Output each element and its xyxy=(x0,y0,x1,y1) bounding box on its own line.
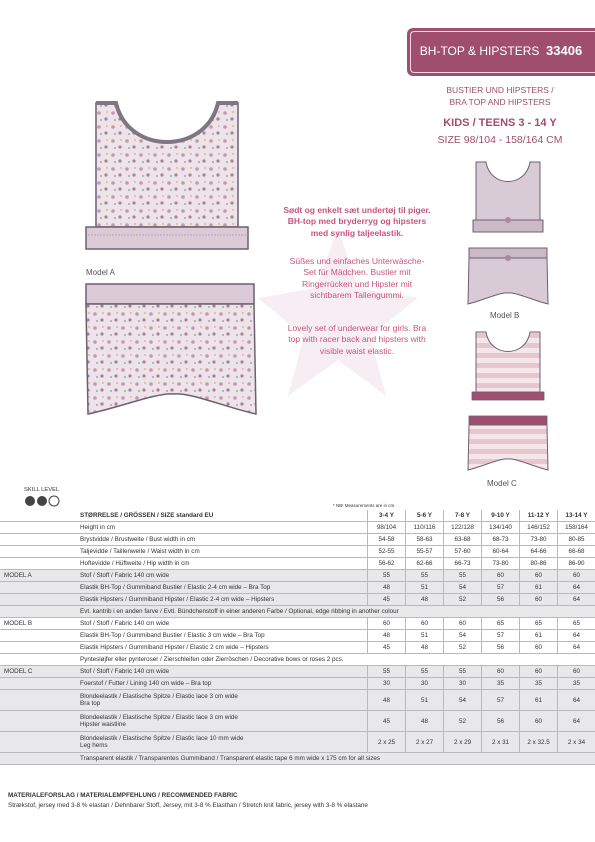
intro-de-line: Ringerrücken und Hipster mit xyxy=(301,278,413,289)
table-cell: 48 xyxy=(368,582,406,594)
row-label xyxy=(76,666,368,678)
table-cell: 52 xyxy=(444,711,482,732)
table-cell: 60 xyxy=(444,618,482,630)
model-b-label: Model B xyxy=(490,311,520,320)
table-cell: 2 x 29 xyxy=(444,732,482,753)
table-cell: 35 xyxy=(558,678,595,690)
table-cell: 64 xyxy=(558,582,595,594)
header-badge xyxy=(407,28,595,76)
row-label xyxy=(76,630,368,642)
table-cell: 64 xyxy=(558,630,595,642)
table-row xyxy=(0,570,595,582)
table-cell: 62-66 xyxy=(406,558,444,570)
measurement-note: * NB! Measurements are in cm. xyxy=(333,503,396,508)
table-cell: 56 xyxy=(482,594,520,606)
section-label: MODEL A xyxy=(0,570,76,582)
table-row xyxy=(0,654,595,666)
table-cell: 61 xyxy=(520,630,558,642)
table-cell: 60 xyxy=(482,666,520,678)
table-cell: 2 x 34 xyxy=(558,732,595,753)
row-label xyxy=(76,594,368,606)
section-label xyxy=(0,642,76,654)
subtitle-line2: BRA TOP AND HIPSTERS xyxy=(449,97,551,107)
table-cell: 51 xyxy=(406,630,444,642)
table-cell: 52-55 xyxy=(368,546,406,558)
row-label-text: Hoftevidde / Hüftweite / Hip width in cm xyxy=(80,560,190,567)
table-cell: 110/116 xyxy=(406,522,444,534)
row-label xyxy=(76,534,368,546)
table-cell: 57 xyxy=(482,582,520,594)
row-label-text: Evt. kantrib i en anden farve / Evtl. Bündchenstoff in einer anderen Farbe / Optional, edge ribbing in another colour xyxy=(80,608,399,615)
table-cell: 55 xyxy=(406,570,444,582)
model-c-label: Model C xyxy=(487,479,517,488)
table-cell: 80-86 xyxy=(520,558,558,570)
intro-da-line: med synlig taljeelastik. xyxy=(310,227,404,238)
table-cell: 54 xyxy=(444,630,482,642)
fabric-title: MATERIALEFORSLAG / MATERIALEMPFEHLUNG / RECOMMENDED FABRIC xyxy=(8,792,238,799)
table-cell: 146/152 xyxy=(520,522,558,534)
table-row xyxy=(0,690,595,711)
skill-level-label: SKILL LEVEL xyxy=(24,487,60,493)
model-c-bra-top-illustration xyxy=(468,328,548,406)
table-cell: 56 xyxy=(482,711,520,732)
table-cell: 57 xyxy=(482,630,520,642)
table-cell: 55 xyxy=(406,666,444,678)
table-cell: 52 xyxy=(444,642,482,654)
table-cell: 55-57 xyxy=(406,546,444,558)
intro-da-line: BH-top med bryderryg og hipsters xyxy=(287,216,427,227)
table-cell: 45 xyxy=(368,594,406,606)
table-cell: 60 xyxy=(558,666,595,678)
table-cell: 54 xyxy=(444,582,482,594)
pattern-title xyxy=(407,43,595,58)
table-header-row xyxy=(0,510,595,522)
row-label-text: Taljevidde / Taillenweite / Waist width in cm xyxy=(80,548,200,555)
model-a-bra-top-illustration xyxy=(82,95,252,267)
table-row xyxy=(0,666,595,678)
table-cell: 64 xyxy=(558,594,595,606)
table-cell: 54-58 xyxy=(368,534,406,546)
table-row xyxy=(0,522,595,534)
table-cell: 64-66 xyxy=(520,546,558,558)
size-label: STØRRELSE / GRÖSSEN / SIZE standard EU xyxy=(76,510,368,522)
intro-english xyxy=(264,323,450,357)
section-label xyxy=(0,630,76,642)
table-cell: 64 xyxy=(558,690,595,711)
model-b-bra-top-illustration xyxy=(470,158,546,238)
measurement-table xyxy=(0,510,595,765)
table-cell: 51 xyxy=(406,690,444,711)
row-label xyxy=(76,678,368,690)
table-cell: 55 xyxy=(368,570,406,582)
section-label xyxy=(0,711,76,732)
intro-de-line: Süßes und einfaches Unterwäsche- xyxy=(289,256,425,266)
row-label-sub: Leg hems xyxy=(80,742,108,749)
table-cell: 45 xyxy=(368,711,406,732)
table-cell: 54 xyxy=(444,690,482,711)
table-row xyxy=(0,594,595,606)
row-label-sub: Bra top xyxy=(80,700,101,707)
table-cell: 134/140 xyxy=(482,522,520,534)
model-b-hipsters-illustration xyxy=(466,246,550,310)
intro-en-line: top with racer back and hipsters with xyxy=(288,334,426,345)
skill-dot-icon xyxy=(37,496,47,506)
section-label: MODEL B xyxy=(0,618,76,630)
model-a-hipsters-illustration xyxy=(78,282,264,422)
table-cell: 48 xyxy=(406,594,444,606)
row-label xyxy=(76,558,368,570)
row-label xyxy=(76,711,368,732)
title-text: BH-TOP & HIPSTERS xyxy=(419,44,540,58)
table-cell: 35 xyxy=(520,678,558,690)
skill-dot-icon xyxy=(49,496,59,506)
section-label xyxy=(0,522,76,534)
table-cell: 48 xyxy=(368,690,406,711)
table-row xyxy=(0,534,595,546)
table-cell: 55 xyxy=(444,570,482,582)
table-cell: 122/128 xyxy=(444,522,482,534)
table-cell: 2 x 25 xyxy=(368,732,406,753)
table-cell: 35 xyxy=(482,678,520,690)
table-cell: 60 xyxy=(558,570,595,582)
section-label xyxy=(0,546,76,558)
table-cell: 60 xyxy=(520,711,558,732)
row-label xyxy=(76,582,368,594)
table-cell: 48 xyxy=(406,711,444,732)
row-label-text: Stof / Stoff / Fabric 140 cm wide xyxy=(80,668,170,675)
table-row xyxy=(0,630,595,642)
table-cell: 56 xyxy=(482,642,520,654)
table-cell: 45 xyxy=(368,642,406,654)
pattern-number: 33406 xyxy=(546,43,583,58)
size-col: 9-10 Y xyxy=(482,510,520,522)
table-cell: 51 xyxy=(406,582,444,594)
star-decoration xyxy=(258,228,418,398)
table-cell: 86-90 xyxy=(558,558,595,570)
table-cell: 30 xyxy=(444,678,482,690)
intro-german xyxy=(268,256,446,301)
table-row xyxy=(0,582,595,594)
table-cell: 64 xyxy=(558,642,595,654)
table-cell: 2 x 27 xyxy=(406,732,444,753)
section-label xyxy=(0,690,76,711)
table-cell: 61 xyxy=(520,690,558,711)
table-cell: 65 xyxy=(482,618,520,630)
table-cell: 60 xyxy=(482,570,520,582)
row-label xyxy=(76,570,368,582)
row-label-text: Brystvidde / Brustweite / Bust width in cm xyxy=(80,536,196,543)
table-cell: 30 xyxy=(406,678,444,690)
row-label-text: Stof / Stoff / Fabric 140 cm wide xyxy=(80,620,170,627)
section-label xyxy=(0,534,76,546)
intro-en-line: Lovely set of underwear for girls. Bra xyxy=(287,323,427,333)
table-cell: 73-80 xyxy=(520,534,558,546)
table-row xyxy=(0,546,595,558)
row-label xyxy=(76,654,595,666)
size-col: 13-14 Y xyxy=(558,510,595,522)
section-label xyxy=(0,594,76,606)
table-cell: 65 xyxy=(520,618,558,630)
row-label-text: Elastik Hipsters / Gummiband Hipster / Elastic 2 cm wide – Hipsters xyxy=(80,644,269,651)
table-cell: 60-64 xyxy=(482,546,520,558)
table-cell: 55 xyxy=(368,666,406,678)
table-cell: 66-68 xyxy=(558,546,595,558)
table-row xyxy=(0,753,595,765)
table-row xyxy=(0,558,595,570)
table-cell: 73-80 xyxy=(482,558,520,570)
table-cell: 60 xyxy=(520,642,558,654)
table-cell: 66-73 xyxy=(444,558,482,570)
table-cell: 60 xyxy=(520,666,558,678)
intro-en-line: visible waist elastic. xyxy=(319,345,395,356)
section-label: MODEL C xyxy=(0,666,76,678)
row-label xyxy=(76,732,368,753)
row-label-text: Blondeelastik / Elastische Spitze / Elastic lace 3 cm wide xyxy=(80,714,238,721)
row-label-text: Height in cm xyxy=(80,524,115,531)
table-cell: 60 xyxy=(406,618,444,630)
table-cell: 57 xyxy=(482,690,520,711)
size-col: 3-4 Y xyxy=(368,510,406,522)
table-cell: 52 xyxy=(444,594,482,606)
section-label xyxy=(0,654,76,666)
section-label xyxy=(0,732,76,753)
row-label-text: Foerstof / Futter / Lining 140 cm wide – Bra top xyxy=(80,680,212,687)
table-cell: 30 xyxy=(368,678,406,690)
intro-de-line: sichtbarem Tallengummi. xyxy=(310,289,404,300)
skill-level xyxy=(24,487,64,509)
row-label xyxy=(76,753,595,765)
row-label xyxy=(76,546,368,558)
intro-danish xyxy=(268,205,446,239)
row-label-sub: Hipster waistline xyxy=(80,721,126,728)
section-label xyxy=(0,558,76,570)
model-a-label: Model A xyxy=(86,268,115,277)
table-row xyxy=(0,678,595,690)
table-row xyxy=(0,711,595,732)
fabric-text: Strækstof, jersey med 3-8 % elastan / Dehnbarer Stoff, Jersey, mit 3-8 % Elasthan / Stretch knit fabric, jersey with 3-8 % elastane xyxy=(8,802,368,809)
size-col: 11-12 Y xyxy=(520,510,558,522)
row-label xyxy=(76,690,368,711)
table-cell: 64 xyxy=(558,711,595,732)
size-col: 5-6 Y xyxy=(406,510,444,522)
row-label-text: Elastik BH-Top / Gummiband Bustier / Elastic 2-4 cm wide – Bra Top xyxy=(80,584,271,591)
table-cell: 56-62 xyxy=(368,558,406,570)
row-label-text: Blondeelastik / Elastische Spitze / Elastic lace 3 cm wide xyxy=(80,693,238,700)
table-cell: 61 xyxy=(520,582,558,594)
section-label xyxy=(0,606,76,618)
model-c-hipsters-illustration xyxy=(466,414,550,478)
row-label-text: Elastik BH-Top / Gummiband Bustier / Elastic 3 cm wide – Bra Top xyxy=(80,632,265,639)
table-cell: 60 xyxy=(368,618,406,630)
age-range: KIDS / TEENS 3 - 14 Y xyxy=(443,117,557,129)
table-cell: 63-68 xyxy=(444,534,482,546)
skill-level-icons xyxy=(24,495,64,507)
skill-dot-icon xyxy=(25,496,35,506)
row-label-text: Elastik Hipsters / Gummiband Hipster / Elastic 2-4 cm wide – Hipsters xyxy=(80,596,275,603)
row-label-text: Transparent elastik / Transparentes Gummiband / Transparent elastic tape 6 mm wide x 175 cm for all sizes xyxy=(80,755,381,762)
row-label-text: Blondeelastik / Elastische Spitze / Elastic lace 10 mm wide xyxy=(80,735,244,742)
table-row xyxy=(0,732,595,753)
table-row xyxy=(0,606,595,618)
intro-da-line: Sødt og enkelt sæt undertøj til piger. xyxy=(283,205,431,215)
size-col: 7-8 Y xyxy=(444,510,482,522)
size-range: SIZE 98/104 - 158/164 CM xyxy=(437,134,563,146)
table-cell: 80-85 xyxy=(558,534,595,546)
table-cell: 158/164 xyxy=(558,522,595,534)
row-label xyxy=(76,618,368,630)
row-label-text: Stof / Stoff / Fabric 140 cm wide xyxy=(80,572,170,579)
table-cell: 58-63 xyxy=(406,534,444,546)
table-cell: 68-73 xyxy=(482,534,520,546)
table-cell: 48 xyxy=(406,642,444,654)
table-cell: 98/104 xyxy=(368,522,406,534)
table-cell: 60 xyxy=(520,570,558,582)
table-cell: 2 x 31 xyxy=(482,732,520,753)
table-cell: 48 xyxy=(368,630,406,642)
subtitle-line1: BUSTIER UND HIPSTERS / xyxy=(446,85,554,95)
section-label xyxy=(0,678,76,690)
table-row xyxy=(0,642,595,654)
table-cell: 2 x 32.5 xyxy=(520,732,558,753)
intro-de-line: Set für Mädchen. Bustier mit xyxy=(303,267,411,278)
row-label xyxy=(76,522,368,534)
table-row xyxy=(0,618,595,630)
table-cell: 60 xyxy=(520,594,558,606)
row-label-text: Pyntesløjfer eller pynteroser / Zierschleifen oder Zierröschen / Decorative bows or roses 2 pcs. xyxy=(80,656,344,663)
row-label xyxy=(76,606,595,618)
row-label xyxy=(76,642,368,654)
table-cell: 57-60 xyxy=(444,546,482,558)
table-cell: 55 xyxy=(444,666,482,678)
section-label xyxy=(0,582,76,594)
section-label xyxy=(0,753,76,765)
table-cell: 65 xyxy=(558,618,595,630)
